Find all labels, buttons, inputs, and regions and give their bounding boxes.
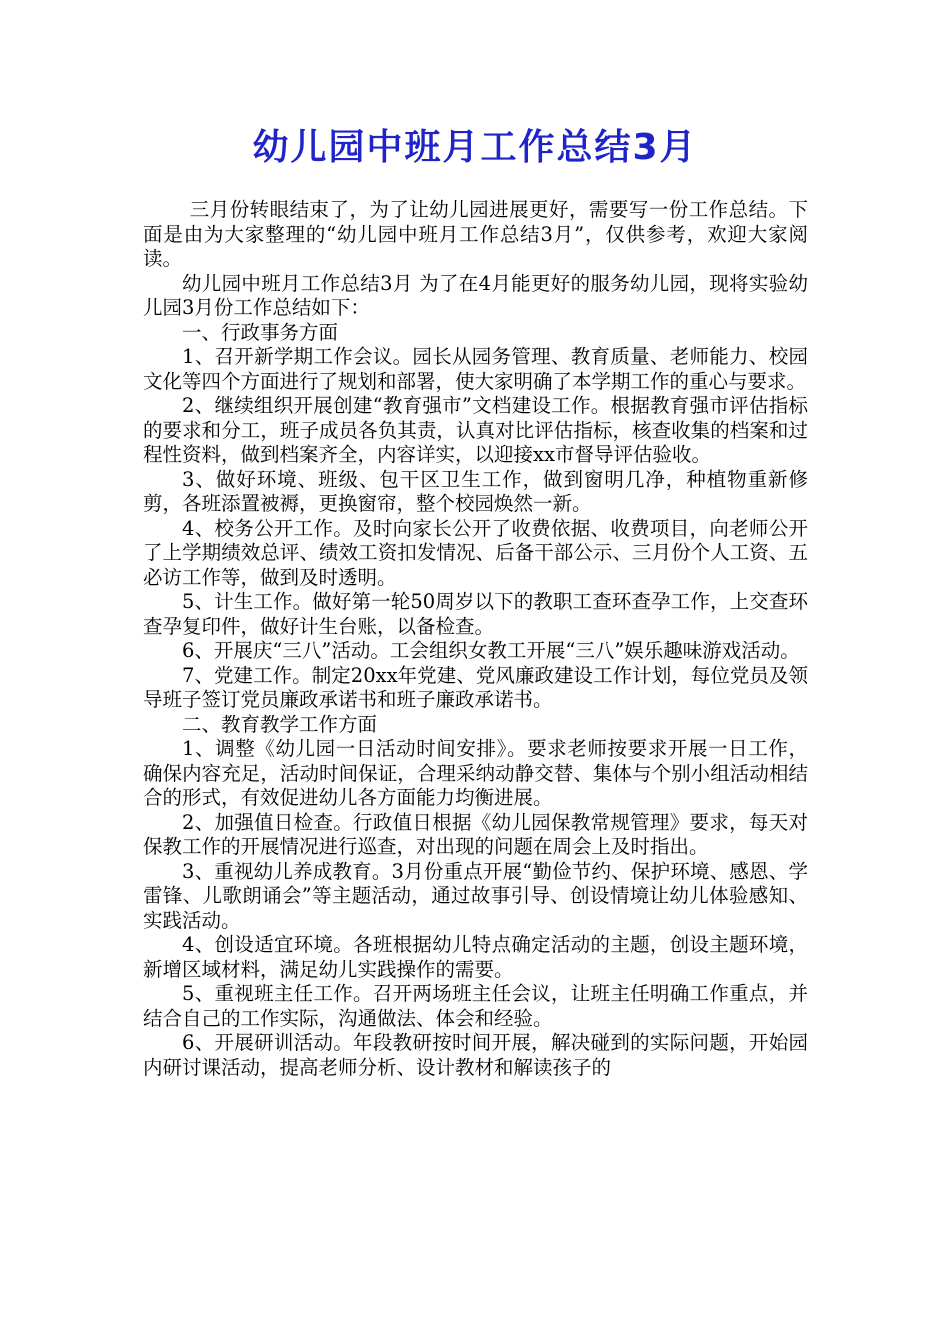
section-heading-teaching: 二、教育教学工作方面	[182, 712, 378, 736]
teaching-item-4: 4、创设适宜环境。各班根据幼儿特点确定活动的主题，创设主题环境，新增区域材料，满足幼儿实践操作的需要。	[143, 933, 808, 981]
admin-item-4: 4、校务公开工作。及时向家长公开了收费依据、收费项目，向老师公开了上学期绩效总评、绩效工资扣发情况、后备干部公示、三月份个人工资、五必访工作等，做到及时透明。	[143, 516, 808, 589]
teaching-item-3: 3、重视幼儿养成教育。3月份重点开展“勤俭节约、保护环境、感恩、学雷锋、儿歌朗诵会”等主题活动，通过故事引导、创设情境让幼儿体验感知、实践活动。	[143, 859, 808, 932]
admin-item-1: 1、召开新学期工作会议。园长从园务管理、教育质量、老师能力、校园文化等四个方面进行了规划和部署，使大家明确了本学期工作的重心与要求。	[143, 345, 808, 393]
teaching-item-1: 1、调整《幼儿园一日活动时间安排》。要求老师按要求开展一日工作，确保内容充足，活动时间保证，合理采纳动静交替、集体与个别小组活动相结合的形式，有效促进幼儿各方面能力均衡进展。	[143, 737, 808, 809]
admin-item-2: 2、继续组织开展创建“教育强市”文档建设工作。根据教育强市评估指标的要求和分工，班子成员各负其责，认真对比评估指标，核查收集的档案和过程性资料，做到档案齐全，内容详实，以迎接xx市督导评估验收。	[143, 394, 808, 466]
admin-item-5: 5、计生工作。做好第一轮50周岁以下的教职工查环查孕工作，上交查环查孕复印件，做好计生台账，以备检查。	[143, 590, 808, 638]
opening-paragraph: 幼儿园中班月工作总结3月 为了在4月能更好的服务幼儿园，现将实验幼儿园3月份工作总结如下：	[143, 271, 808, 319]
section-heading-admin: 一、行政事务方面	[182, 320, 339, 344]
document-body	[143, 198, 808, 1080]
admin-item-6: 6、开展庆“三八”活动。工会组织女教工开展“三八”娱乐趣味游戏活动。	[182, 639, 800, 662]
document-title: 幼儿园中班月工作总结3月	[252, 127, 698, 168]
intro-paragraph: 三月份转眼结束了，为了让幼儿园进展更好，需要写一份工作总结。下面是由为大家整理的“幼儿园中班月工作总结3月”，仅供参考，欢迎大家阅读。	[143, 198, 808, 270]
teaching-item-6: 6、开展研训活动。年段教研按时间开展，解决碰到的实际问题，开始园内研讨课活动，提高老师分析、设计教材和解读孩子的	[143, 1031, 808, 1079]
teaching-item-5: 5、重视班主任工作。召开两场班主任会议，让班主任明确工作重点，并结合自己的工作实际，沟通做法、体会和经验。	[143, 982, 808, 1030]
admin-item-3: 3、做好环境、班级、包干区卫生工作，做到窗明几净，种植物重新修剪，各班添置被褥，更换窗帘，整个校园焕然一新。	[143, 467, 808, 515]
admin-item-7: 7、党建工作。制定20xx年党建、党风廉政建设工作计划，每位党员及领导班子签订党员廉政承诺书和班子廉政承诺书。	[143, 663, 808, 711]
teaching-item-2: 2、加强值日检查。行政值日根据《幼儿园保教常规管理》要求，每天对保教工作的开展情况进行巡查，对出现的问题在周会上及时指出。	[143, 810, 808, 858]
